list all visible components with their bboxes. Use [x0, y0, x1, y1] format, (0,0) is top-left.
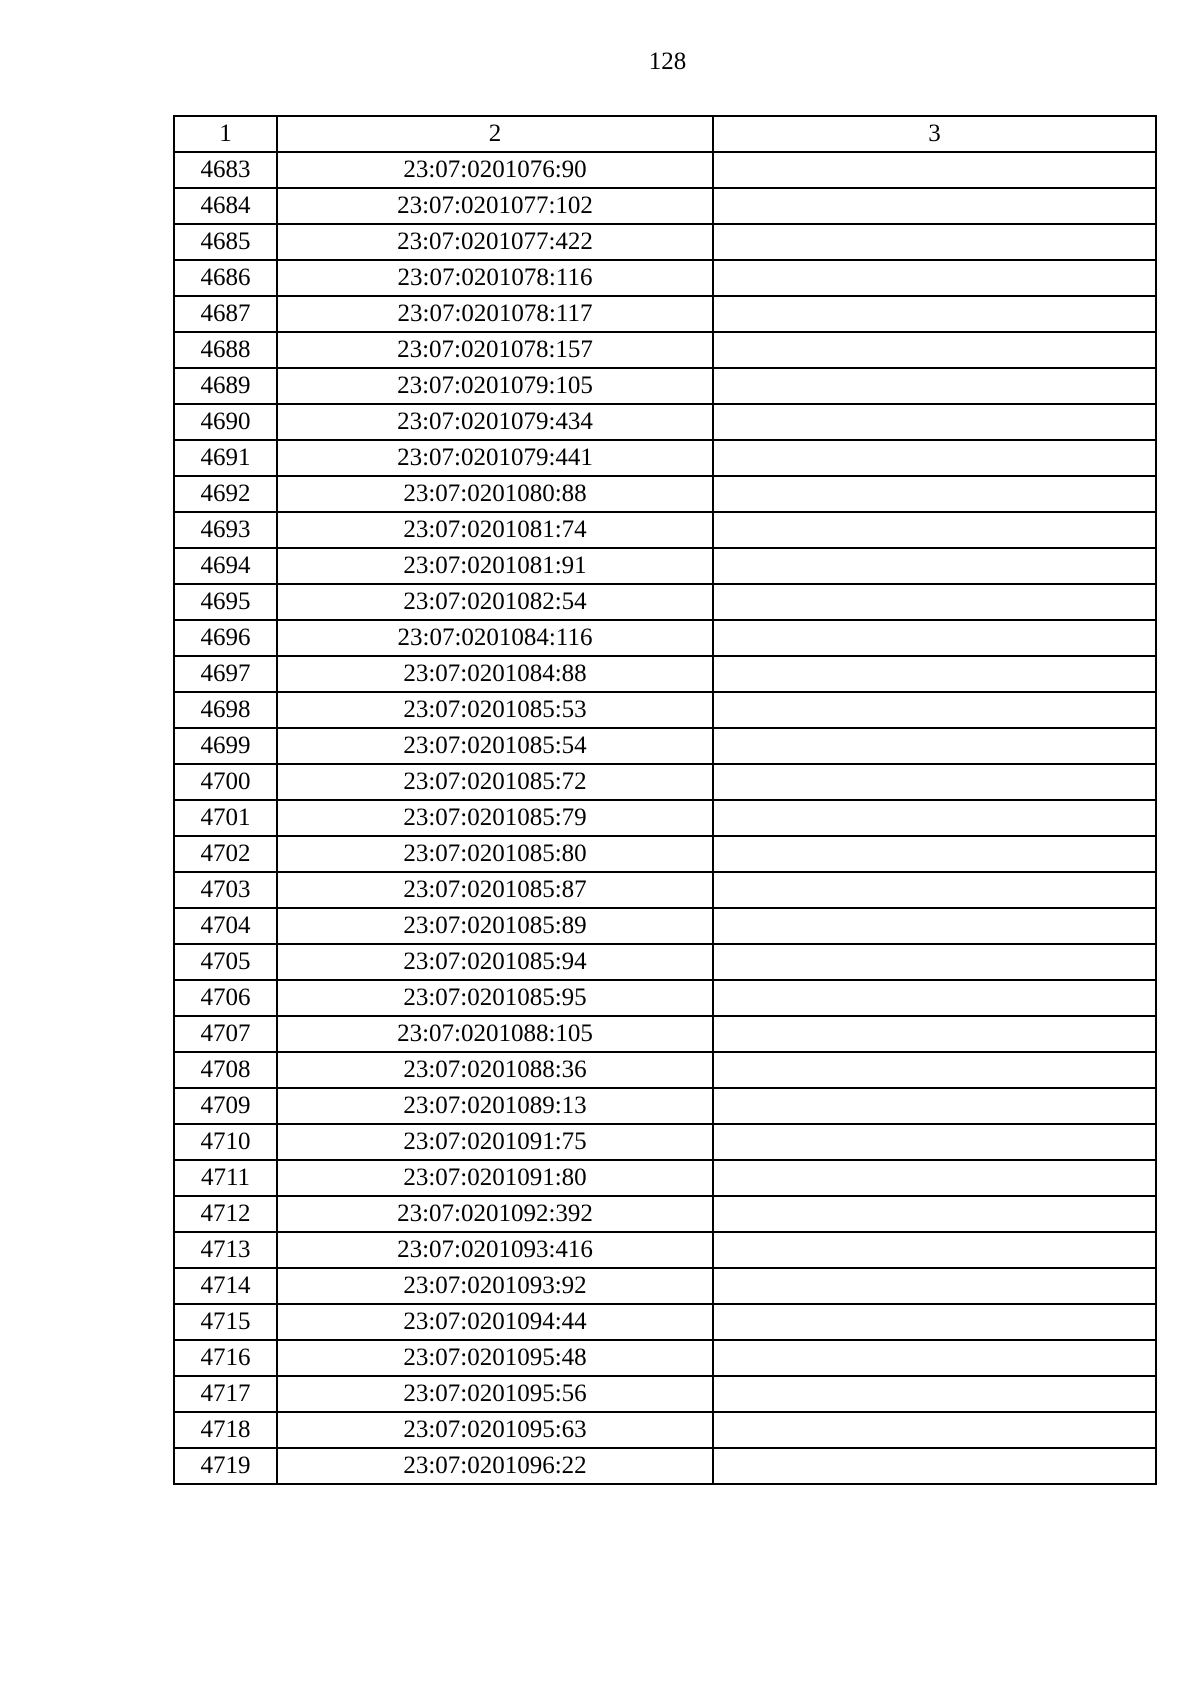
note-cell: [713, 728, 1156, 764]
row-number-cell: 4707: [174, 1016, 277, 1052]
cadastral-number-cell: 23:07:0201081:74: [277, 512, 713, 548]
table-row: [174, 620, 1156, 656]
row-number-cell: 4713: [174, 1232, 277, 1268]
table-row: [174, 1268, 1156, 1304]
table-row: [174, 836, 1156, 872]
note-cell: [713, 620, 1156, 656]
table-row: [174, 1412, 1156, 1448]
row-number-cell: 4683: [174, 152, 277, 188]
table-row: [174, 980, 1156, 1016]
cadastral-number-cell: 23:07:0201085:79: [277, 800, 713, 836]
row-number-cell: 4715: [174, 1304, 277, 1340]
table-row: [174, 1052, 1156, 1088]
note-cell: [713, 440, 1156, 476]
header-cell-2: 2: [277, 116, 713, 152]
cadastral-number-cell: 23:07:0201080:88: [277, 476, 713, 512]
table-row: [174, 1016, 1156, 1052]
table-row: [174, 1340, 1156, 1376]
cadastral-number-cell: 23:07:0201085:95: [277, 980, 713, 1016]
cadastral-number-cell: 23:07:0201079:441: [277, 440, 713, 476]
header-cell-3: 3: [713, 116, 1156, 152]
cadastral-number-cell: 23:07:0201085:54: [277, 728, 713, 764]
row-number-cell: 4702: [174, 836, 277, 872]
note-cell: [713, 980, 1156, 1016]
note-cell: [713, 1160, 1156, 1196]
cadastral-number-cell: 23:07:0201084:88: [277, 656, 713, 692]
note-cell: [713, 188, 1156, 224]
table-row: [174, 188, 1156, 224]
table-row: [174, 1088, 1156, 1124]
note-cell: [713, 872, 1156, 908]
note-cell: [713, 944, 1156, 980]
table-row: [174, 800, 1156, 836]
row-number-cell: 4695: [174, 584, 277, 620]
row-number-cell: 4696: [174, 620, 277, 656]
cadastral-number-cell: 23:07:0201096:22: [277, 1448, 713, 1484]
table-row: [174, 584, 1156, 620]
row-number-cell: 4701: [174, 800, 277, 836]
note-cell: [713, 1232, 1156, 1268]
row-number-cell: 4710: [174, 1124, 277, 1160]
table-row: [174, 944, 1156, 980]
row-number-cell: 4685: [174, 224, 277, 260]
table-row: [174, 476, 1156, 512]
row-number-cell: 4699: [174, 728, 277, 764]
row-number-cell: 4689: [174, 368, 277, 404]
note-cell: [713, 836, 1156, 872]
cadastral-number-cell: 23:07:0201082:54: [277, 584, 713, 620]
row-number-cell: 4714: [174, 1268, 277, 1304]
row-number-cell: 4694: [174, 548, 277, 584]
note-cell: [713, 152, 1156, 188]
table-body: [174, 116, 1156, 1484]
cadastral-number-cell: 23:07:0201091:80: [277, 1160, 713, 1196]
note-cell: [713, 764, 1156, 800]
cadastral-number-cell: 23:07:0201085:94: [277, 944, 713, 980]
table-row: [174, 260, 1156, 296]
row-number-cell: 4690: [174, 404, 277, 440]
note-cell: [713, 800, 1156, 836]
cadastral-number-cell: 23:07:0201085:87: [277, 872, 713, 908]
note-cell: [713, 512, 1156, 548]
cadastral-number-cell: 23:07:0201089:13: [277, 1088, 713, 1124]
table-row: [174, 512, 1156, 548]
row-number-cell: 4686: [174, 260, 277, 296]
note-cell: [713, 584, 1156, 620]
cadastral-number-cell: 23:07:0201088:36: [277, 1052, 713, 1088]
note-cell: [713, 1268, 1156, 1304]
cadastral-number-cell: 23:07:0201095:63: [277, 1412, 713, 1448]
table-row: [174, 548, 1156, 584]
cadastral-number-cell: 23:07:0201078:116: [277, 260, 713, 296]
row-number-cell: 4705: [174, 944, 277, 980]
cadastral-number-cell: 23:07:0201078:157: [277, 332, 713, 368]
table-row: [174, 656, 1156, 692]
cadastral-number-cell: 23:07:0201077:422: [277, 224, 713, 260]
note-cell: [713, 476, 1156, 512]
table-row: [174, 764, 1156, 800]
table-row: [174, 224, 1156, 260]
note-cell: [713, 1412, 1156, 1448]
row-number-cell: 4704: [174, 908, 277, 944]
note-cell: [713, 1376, 1156, 1412]
table-row: [174, 296, 1156, 332]
row-number-cell: 4708: [174, 1052, 277, 1088]
table-row: [174, 1304, 1156, 1340]
table-header-row: [174, 116, 1156, 152]
cadastral-number-cell: 23:07:0201078:117: [277, 296, 713, 332]
table-row: [174, 908, 1156, 944]
note-cell: [713, 224, 1156, 260]
cadastral-number-cell: 23:07:0201085:80: [277, 836, 713, 872]
table-row: [174, 404, 1156, 440]
note-cell: [713, 656, 1156, 692]
row-number-cell: 4711: [174, 1160, 277, 1196]
row-number-cell: 4687: [174, 296, 277, 332]
cadastral-number-cell: 23:07:0201092:392: [277, 1196, 713, 1232]
table-row: [174, 1448, 1156, 1484]
header-cell-1: 1: [174, 116, 277, 152]
table-row: [174, 152, 1156, 188]
cadastral-number-cell: 23:07:0201079:434: [277, 404, 713, 440]
cadastral-number-cell: 23:07:0201085:72: [277, 764, 713, 800]
cadastral-number-cell: 23:07:0201085:53: [277, 692, 713, 728]
table-row: [174, 1376, 1156, 1412]
row-number-cell: 4709: [174, 1088, 277, 1124]
note-cell: [713, 908, 1156, 944]
cadastral-number-cell: 23:07:0201079:105: [277, 368, 713, 404]
row-number-cell: 4688: [174, 332, 277, 368]
note-cell: [713, 404, 1156, 440]
table-row: [174, 1232, 1156, 1268]
row-number-cell: 4717: [174, 1376, 277, 1412]
note-cell: [713, 1016, 1156, 1052]
row-number-cell: 4684: [174, 188, 277, 224]
row-number-cell: 4700: [174, 764, 277, 800]
table-row: [174, 332, 1156, 368]
row-number-cell: 4712: [174, 1196, 277, 1232]
note-cell: [713, 1304, 1156, 1340]
cadastral-number-cell: 23:07:0201081:91: [277, 548, 713, 584]
note-cell: [713, 368, 1156, 404]
cadastral-number-cell: 23:07:0201095:48: [277, 1340, 713, 1376]
cadastral-number-cell: 23:07:0201085:89: [277, 908, 713, 944]
cadastral-number-cell: 23:07:0201088:105: [277, 1016, 713, 1052]
note-cell: [713, 332, 1156, 368]
row-number-cell: 4718: [174, 1412, 277, 1448]
note-cell: [713, 1196, 1156, 1232]
row-number-cell: 4692: [174, 476, 277, 512]
cadastral-number-cell: 23:07:0201084:116: [277, 620, 713, 656]
note-cell: [713, 692, 1156, 728]
note-cell: [713, 296, 1156, 332]
table-row: [174, 728, 1156, 764]
row-number-cell: 4698: [174, 692, 277, 728]
cadastral-number-cell: 23:07:0201095:56: [277, 1376, 713, 1412]
note-cell: [713, 260, 1156, 296]
row-number-cell: 4697: [174, 656, 277, 692]
cadastral-number-cell: 23:07:0201093:92: [277, 1268, 713, 1304]
row-number-cell: 4716: [174, 1340, 277, 1376]
note-cell: [713, 1124, 1156, 1160]
cadastral-number-cell: 23:07:0201093:416: [277, 1232, 713, 1268]
row-number-cell: 4691: [174, 440, 277, 476]
table-row: [174, 692, 1156, 728]
row-number-cell: 4693: [174, 512, 277, 548]
note-cell: [713, 548, 1156, 584]
register-table: [173, 115, 1157, 1485]
row-number-cell: 4703: [174, 872, 277, 908]
table-row: [174, 440, 1156, 476]
note-cell: [713, 1088, 1156, 1124]
table-row: [174, 1196, 1156, 1232]
cadastral-number-cell: 23:07:0201077:102: [277, 188, 713, 224]
cadastral-number-cell: 23:07:0201094:44: [277, 1304, 713, 1340]
page-number: 128: [648, 48, 687, 75]
table-row: [174, 872, 1156, 908]
table-row: [174, 368, 1156, 404]
table-row: [174, 1124, 1156, 1160]
row-number-cell: 4706: [174, 980, 277, 1016]
note-cell: [713, 1340, 1156, 1376]
cadastral-number-cell: 23:07:0201076:90: [277, 152, 713, 188]
note-cell: [713, 1448, 1156, 1484]
cadastral-number-cell: 23:07:0201091:75: [277, 1124, 713, 1160]
note-cell: [713, 1052, 1156, 1088]
row-number-cell: 4719: [174, 1448, 277, 1484]
table-row: [174, 1160, 1156, 1196]
